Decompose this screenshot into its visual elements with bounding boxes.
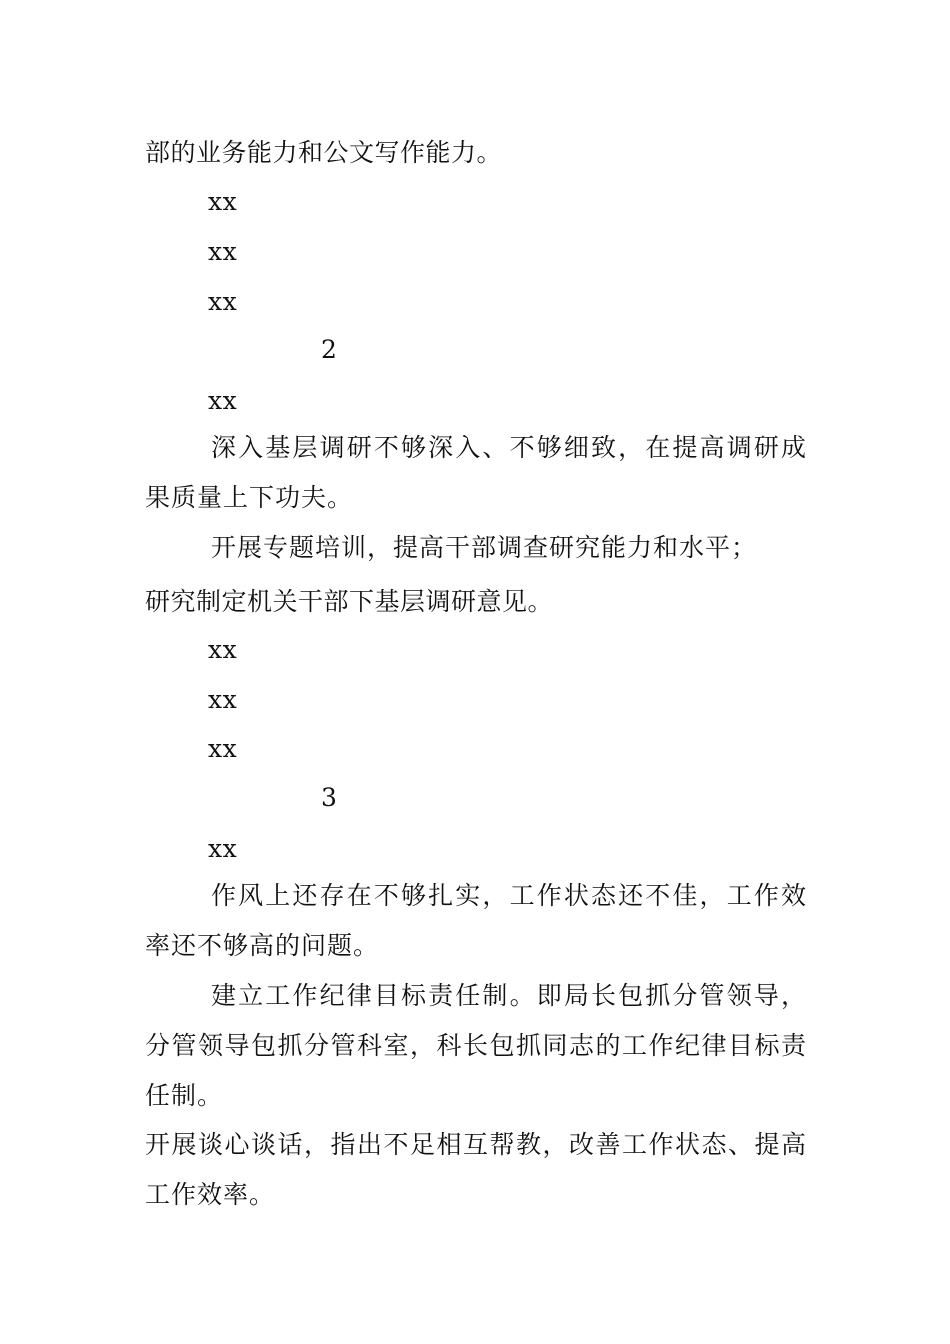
section-number: 3 bbox=[321, 783, 338, 812]
text-line: 部的业务能力和公文写作能力。 bbox=[145, 138, 503, 167]
placeholder-xx: xx bbox=[208, 635, 238, 664]
placeholder-xx: xx bbox=[208, 386, 238, 415]
placeholder-xx: xx bbox=[208, 237, 238, 266]
paragraph: 开展谈心谈话，指出不足相互帮教，改善工作状态、提高工作效率。 bbox=[145, 1130, 807, 1209]
paragraph: 开展专题培训，提高干部调查研究能力和水平； bbox=[211, 533, 758, 562]
placeholder-xx: xx bbox=[208, 187, 238, 216]
placeholder-xx: xx bbox=[208, 834, 238, 863]
paragraph: 深入基层调研不够深入、不够细致，在提高调研成果质量上下功夫。 bbox=[145, 433, 807, 512]
placeholder-xx: xx bbox=[208, 287, 238, 316]
section-number: 2 bbox=[321, 335, 338, 364]
paragraph: 作风上还存在不够扎实，工作状态还不佳，工作效率还不够高的问题。 bbox=[145, 881, 807, 960]
placeholder-xx: xx bbox=[208, 685, 238, 714]
paragraph: 建立工作纪律目标责任制。即局长包抓分管领导，分管领导包抓分管科室，科长包抓同志的工作纪律目标责任制。 bbox=[145, 981, 807, 1110]
placeholder-xx: xx bbox=[208, 734, 238, 763]
text-line: 研究制定机关干部下基层调研意见。 bbox=[145, 587, 554, 616]
